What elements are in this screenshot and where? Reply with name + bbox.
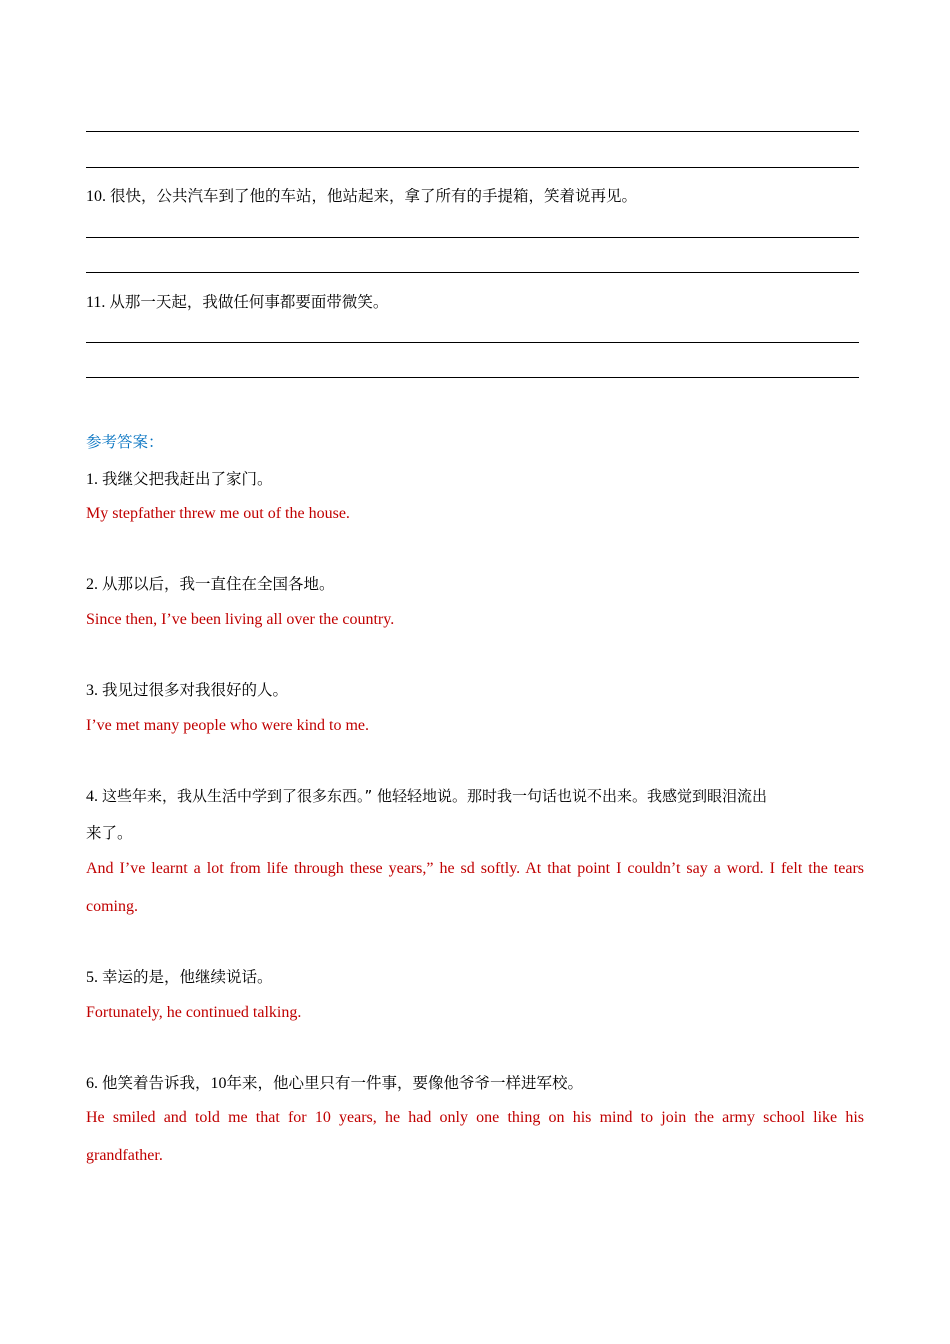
answer-chinese: 从那以后，我一直住在全国各地。 — [102, 575, 335, 593]
answer-number: 4. — [86, 788, 98, 805]
answer-number: 2. — [86, 576, 98, 593]
answer-chinese: 我见过很多对我很好的人。 — [102, 681, 289, 699]
answer-chinese-number: 10 — [210, 1075, 227, 1092]
question-text: 很快，公共汽车到了他的车站，他站起来，拿了所有的手提箱，笑着说再见。 — [110, 187, 638, 205]
answer-chinese: 我继父把我赶出了家门。 — [102, 470, 273, 488]
answer-blank-line[interactable] — [86, 167, 859, 168]
answer-item-zh — [86, 967, 864, 988]
answer-blank-line[interactable] — [86, 342, 859, 343]
answer-item-zh — [86, 1073, 864, 1094]
answer-item-zh — [86, 469, 864, 490]
answer-number: 3. — [86, 682, 98, 699]
answer-english: Since then, I’ve been living all over the country. — [86, 611, 395, 628]
answer-item-zh — [86, 680, 864, 701]
answer-blank-line[interactable] — [86, 272, 859, 273]
answer-item-zh — [86, 574, 864, 595]
answer-chinese: 他笑着告诉我， — [102, 1074, 211, 1092]
answer-blank-line[interactable] — [86, 237, 859, 238]
answer-english: He smiled and told me that for 10 years, he had only one thing on his mind to join the army school like his — [86, 1109, 864, 1126]
answer-english: Fortunately, he continued talking. — [86, 1004, 302, 1021]
answer-english: I’ve met many people who were kind to me. — [86, 717, 370, 734]
answer-english-continued: grandfather. — [86, 1147, 163, 1164]
answer-item-zh — [86, 786, 864, 807]
question-number: 11. — [86, 294, 106, 311]
answer-english-continued: coming. — [86, 898, 138, 915]
answer-number: 1. — [86, 471, 98, 488]
answer-chinese: 这些年来，我从生活中学到了很多东西。” 他轻轻地说。那时我一句话也说不出来。我感觉到眼泪流出 — [102, 787, 768, 805]
answer-blank-line[interactable] — [86, 131, 859, 132]
question-number: 10. — [86, 188, 106, 205]
answer-english: My stepfather threw me out of the house. — [86, 505, 350, 522]
answer-number: 6. — [86, 1075, 98, 1092]
question-11 — [86, 292, 864, 313]
answers-heading: 参考答案： — [86, 433, 164, 451]
answer-chinese-continued: 来了。 — [86, 824, 133, 842]
question-text: 从那一天起，我做任何事都要面带微笑。 — [109, 293, 389, 311]
answer-english: And I’ve learnt a lot from life through these years,” he sd softly. At that point I couldn’t say a word. I felt the tears — [86, 860, 864, 877]
answer-chinese-end: 年来，他心里只有一件事，要像他爷爷一样进军校。 — [226, 1074, 584, 1092]
answer-number: 5. — [86, 969, 98, 986]
question-10 — [86, 186, 864, 207]
answer-blank-line[interactable] — [86, 377, 859, 378]
answer-chinese: 幸运的是，他继续说话。 — [102, 968, 273, 986]
